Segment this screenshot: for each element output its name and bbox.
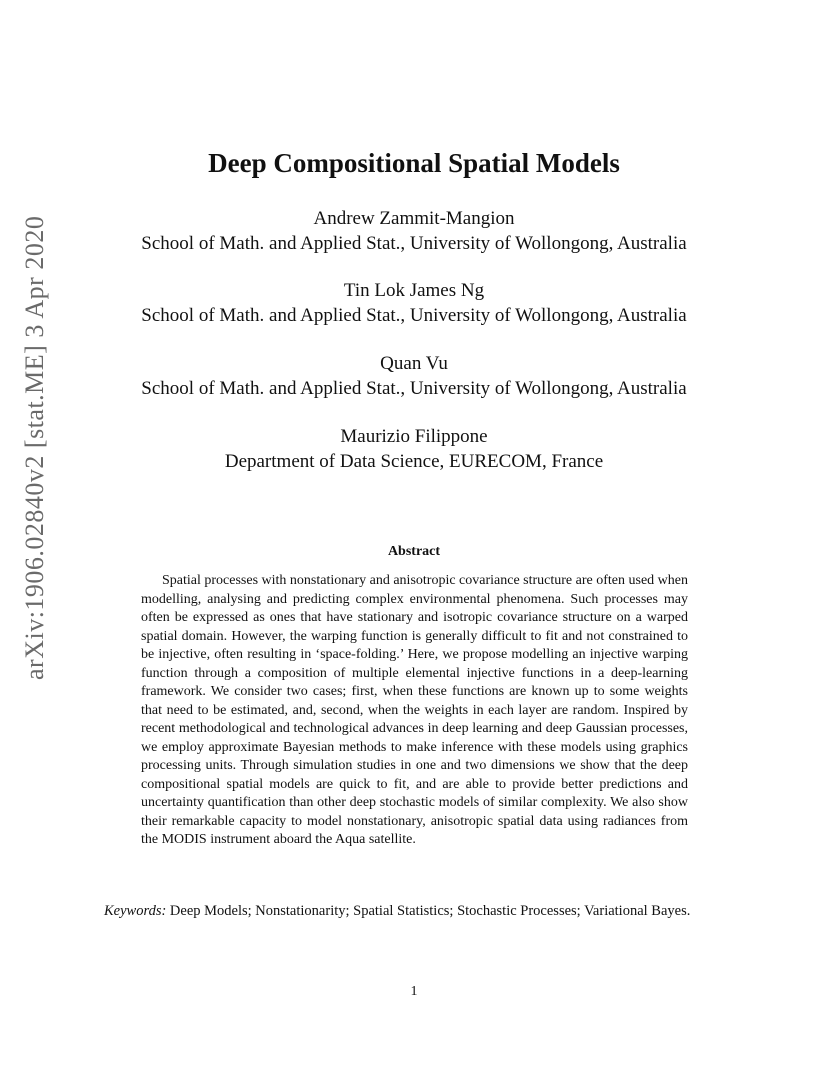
keywords — [104, 902, 726, 921]
author-block — [0, 351, 828, 401]
author-name: Quan Vu — [380, 353, 448, 374]
author-block — [0, 424, 828, 474]
author-affiliation: School of Math. and Applied Stat., University of Wollongong, Australia — [141, 378, 687, 399]
author-name: Tin Lok James Ng — [343, 280, 485, 301]
author-affiliation: Department of Data Science, EURECOM, France — [224, 451, 604, 472]
author-block — [0, 206, 828, 256]
author-affiliation: School of Math. and Applied Stat., University of Wollongong, Australia — [141, 233, 687, 254]
arxiv-identifier-stamp: arXiv:1906.02840v2 [stat.ME] 3 Apr 2020 — [20, 215, 49, 680]
author-name: Maurizio Filippone — [340, 426, 488, 447]
author-block — [0, 278, 828, 328]
author-affiliation: School of Math. and Applied Stat., University of Wollongong, Australia — [141, 305, 687, 326]
author-name: Andrew Zammit-Mangion — [313, 208, 515, 229]
keywords-text: Deep Models; Nonstationarity; Spatial Statistics; Stochastic Processes; Variational Bayes. — [169, 903, 691, 919]
abstract-body: Spatial processes with nonstationary and anisotropic covariance structure are often used when modelling, analysing and predicting complex environmental phenomena. Such processes may often be expressed as ones that have stationary and isotropic covariance structure on a warped spatial domain. However, the warping function is generally difficult to fit and not constrained to be injective, often resulting in ‘space-folding.’ Here, we propose modelling an injective warping function through a composition of multiple elemental injective functions in a deep-learning framework. We consider two cases; first, when these functions are known up to some weights that need to be estimated, and, second, when the weights in each layer are random. Inspired by recent methodological and technological advances in deep learning and deep Gaussian processes, we employ approximate Bayesian methods to make inference with these models using graphics processing units. Through simulation studies in one and two dimensions we show that the deep compositional spatial models are quick to fit, and are able to provide better predictions and uncertainty quantification than other deep stochastic models of similar complexity. We also show their remarkable capacity to model nonstationary, anisotropic spatial data using radiances from the MODIS instrument aboard the Aqua satellite. — [141, 573, 688, 847]
page-number: 1 — [410, 984, 418, 999]
keywords-label: Keywords: — [104, 903, 167, 919]
abstract-heading: Abstract — [387, 544, 441, 559]
paper-title: Deep Compositional Spatial Models — [208, 148, 620, 178]
